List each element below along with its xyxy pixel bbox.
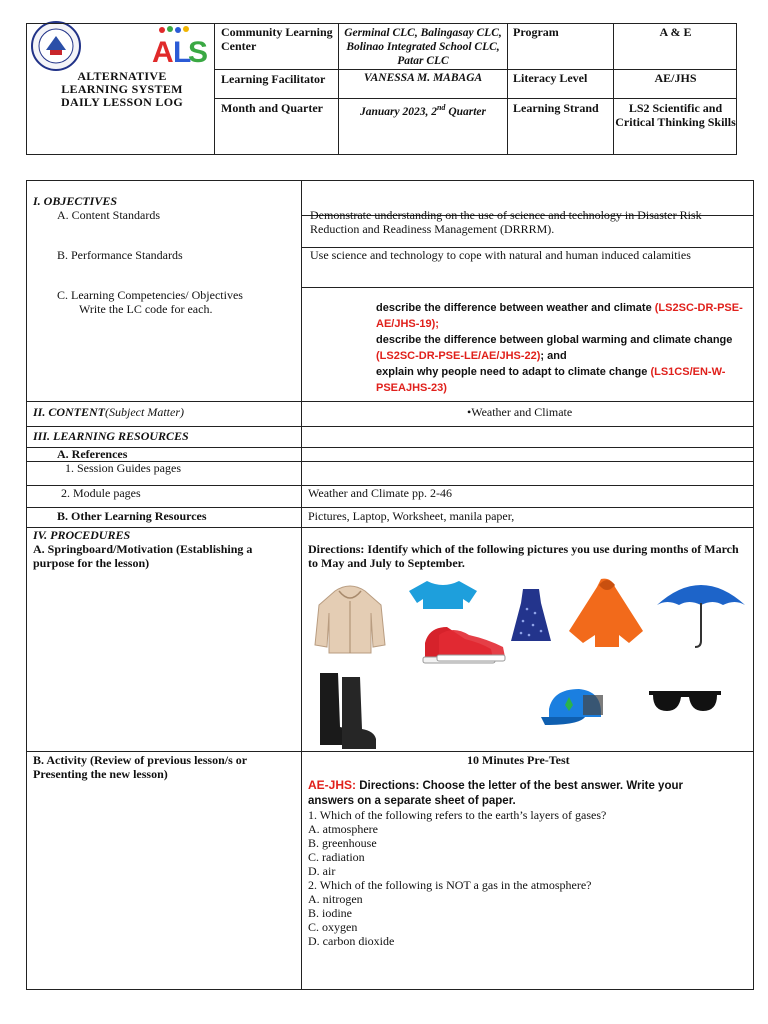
lesson-table — [26, 180, 754, 990]
literacy-value: AE/JHS — [654, 71, 697, 85]
lc-item-2: describe the difference between global warming and climate change (LS2SC-DR-PSE-LE/AE/JHS-22); and — [376, 334, 733, 362]
lc-item-3: explain why people need to adapt to climate change (LS1CS/EN-W- PSEAJHS-23) — [376, 366, 726, 394]
svg-text:A: A — [152, 36, 174, 69]
program-value: A & E — [659, 25, 692, 39]
system-title: ALTERNATIVE LEARNING SYSTEM DAILY LESSON LOG — [61, 69, 183, 109]
q1-option-b: B. greenhouse — [308, 836, 377, 850]
module-pages-label: 2. Module pages — [61, 486, 141, 500]
month-value: January 2023, 2nd Quarter — [359, 103, 487, 118]
q2-option-b: B. iodine — [308, 906, 352, 920]
content-heading: II. CONTENT(Subject Matter) — [33, 405, 184, 419]
module-pages-value: Weather and Climate pp. 2-46 — [308, 486, 452, 500]
other-resources-value: Pictures, Laptop, Worksheet, manila paper, — [308, 509, 515, 523]
dress-picture — [509, 587, 553, 643]
hoodie-picture — [315, 583, 385, 655]
session-guides-label: 1. Session Guides pages — [65, 461, 181, 475]
sunglasses-picture — [647, 681, 723, 721]
q1-option-d: D. air — [308, 864, 336, 878]
clc-label: Community Learning Center — [221, 25, 333, 53]
question-2: 2. Which of the following is NOT a gas in the atmosphere? — [308, 878, 592, 892]
strand-value: LS2 Scientific and Critical Thinking Skills — [615, 101, 736, 129]
umbrella-picture — [655, 579, 747, 651]
literacy-label: Literacy Level — [513, 71, 588, 85]
content-std-label: A. Content Standards — [57, 208, 160, 222]
facilitator-value: VANESSA M. MABAGA — [363, 72, 483, 84]
other-resources-label: B. Other Learning Resources — [57, 509, 207, 523]
perf-std-value: Use science and technology to cope with natural and human induced calamities — [310, 248, 691, 262]
program-label: Program — [513, 25, 559, 39]
header-table — [26, 23, 737, 155]
svg-text:L: L — [173, 36, 192, 69]
cap-picture — [539, 685, 609, 729]
objectives-heading: I. OBJECTIVES — [33, 194, 118, 208]
question-list — [308, 808, 606, 948]
lc-label: C. Learning Competencies/ Objectives Write the LC code for each. — [57, 288, 243, 316]
facilitator-label: Learning Facilitator — [221, 72, 326, 86]
resources-heading: III. LEARNING RESOURCES — [33, 429, 189, 443]
rain-boots-picture — [312, 671, 382, 751]
content-value: •Weather and Climate — [467, 405, 573, 419]
content-std-value: Demonstrate understanding on the use of science and technology in Disaster Risk Reduction and Readiness Management (DRRRM). — [310, 208, 702, 236]
tshirt-picture — [407, 579, 479, 611]
q1-option-a: A. atmosphere — [308, 822, 378, 836]
springboard-directions: Directions: Identify which of the following pictures you use during months of March to May and July to September. — [308, 542, 739, 570]
clc-value: Germinal CLC, Balingasay CLC, Bolinao Integrated School CLC, Patar CLC — [344, 27, 502, 67]
raincoat-picture — [567, 577, 647, 649]
perf-std-label: B. Performance Standards — [57, 248, 183, 262]
pretest-directions: AE-JHS: Directions: Choose the letter of the best answer. Write your answers on a separate sheet of paper. — [308, 778, 683, 807]
pretest-title: 10 Minutes Pre-Test — [467, 753, 570, 767]
procedures-heading: IV. PROCEDURES — [33, 528, 131, 542]
q2-option-d: D. carbon dioxide — [308, 934, 395, 948]
q1-option-c: C. radiation — [308, 850, 365, 864]
month-label: Month and Quarter — [221, 101, 323, 115]
lc-list — [376, 300, 746, 396]
strand-label: Learning Strand — [513, 101, 599, 115]
references-label: A. References — [57, 447, 128, 461]
activity-label: B. Activity (Review of previous lesson/s or Presenting the new lesson) — [33, 753, 247, 781]
q2-option-c: C. oxygen — [308, 920, 358, 934]
question-1: 1. Which of the following refers to the earth’s layers of gases? — [308, 808, 607, 822]
q2-option-a: A. nitrogen — [308, 892, 363, 906]
lc-item-1: describe the difference between weather and climate (LS2SC-DR-PSE-AE/JHS-19); — [376, 302, 743, 330]
sneakers-picture — [419, 613, 507, 669]
springboard-label: A. Springboard/Motivation (Establishing a purpose for the lesson) — [33, 542, 253, 570]
svg-text:S: S — [188, 36, 209, 69]
